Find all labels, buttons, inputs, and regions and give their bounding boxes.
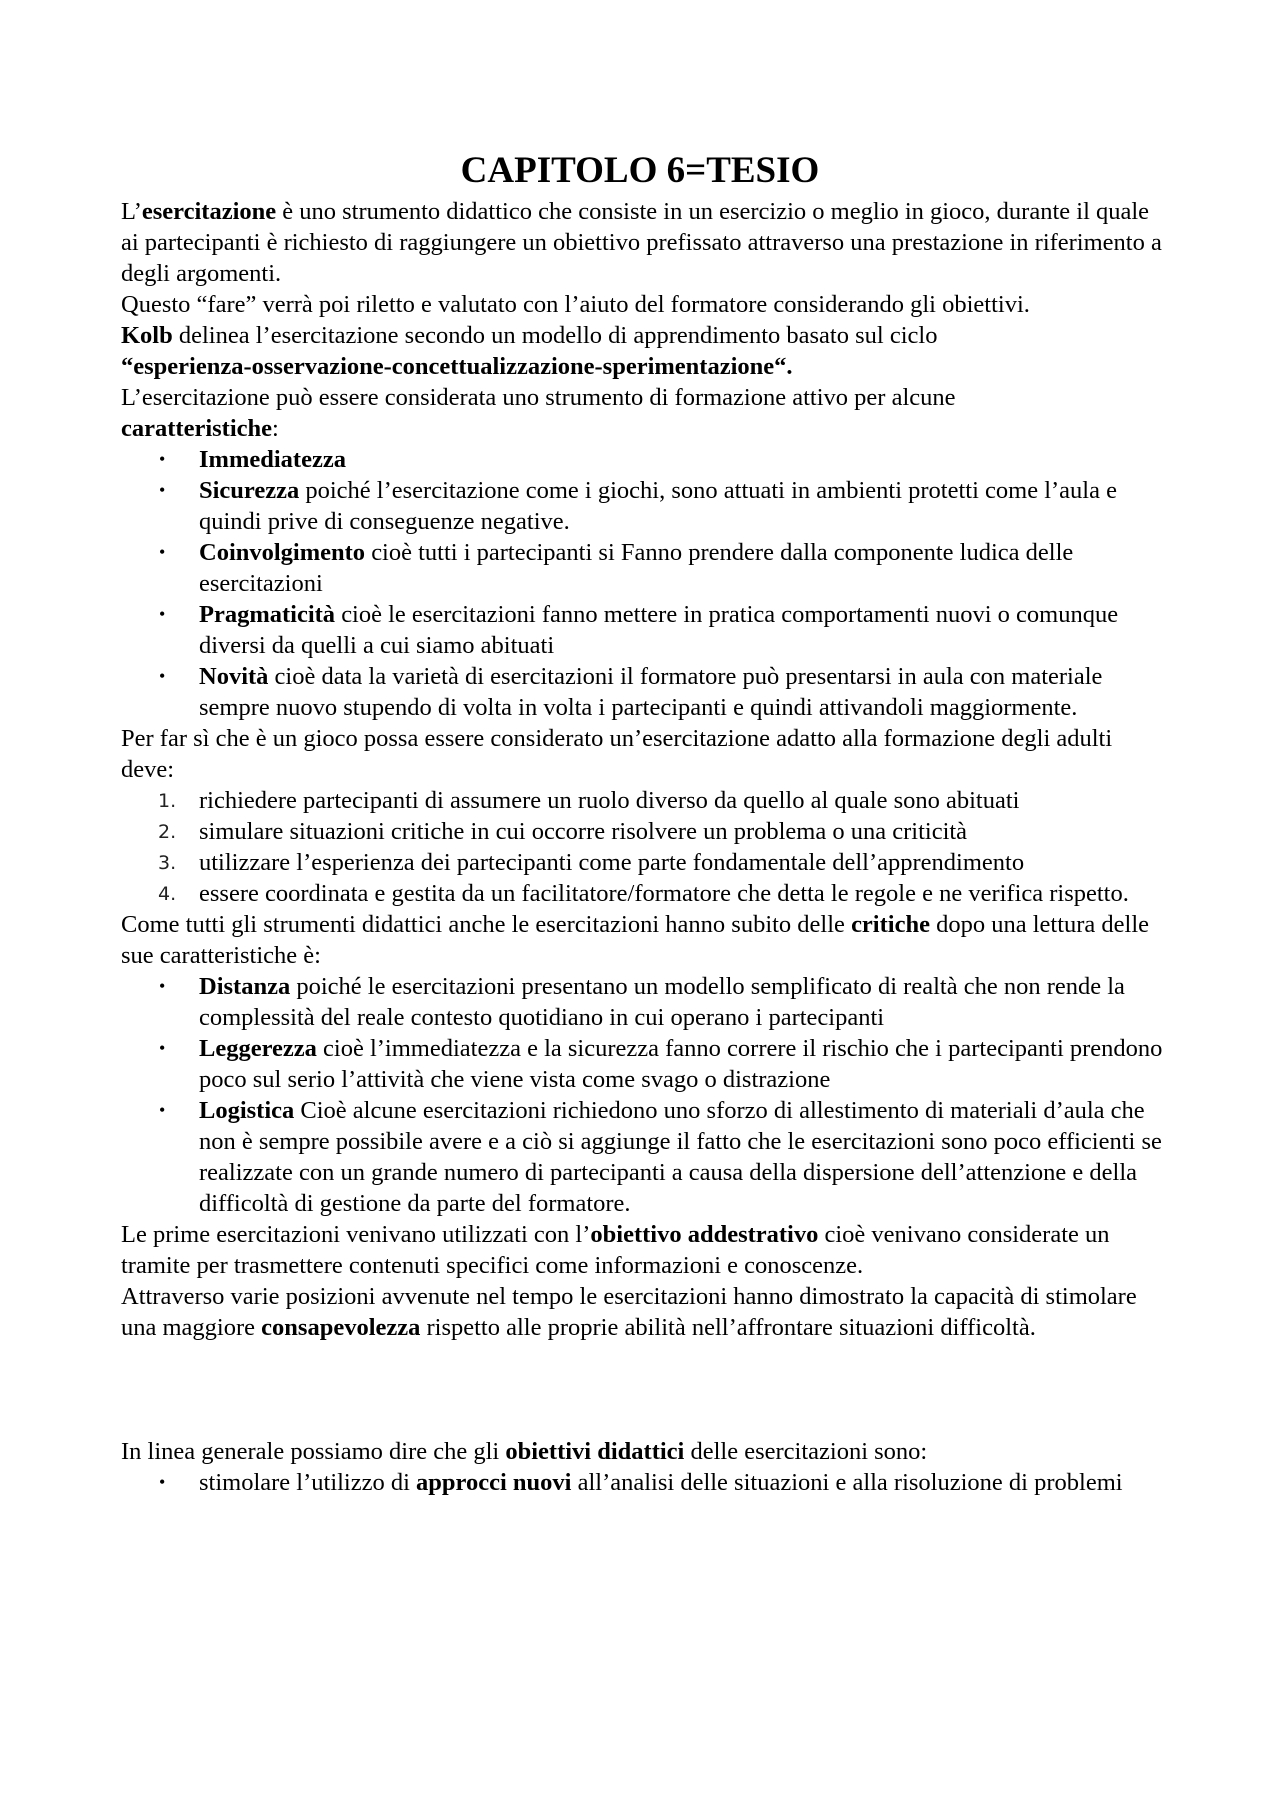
list-item: [121, 661, 1171, 723]
paragraph-fare: Questo “fare” verrà poi riletto e valutato con l’aiuto del formatore considerando gli obiettivi.: [121, 291, 1030, 318]
list-item: [121, 444, 1171, 475]
term-esercitazione: esercitazione: [141, 198, 277, 225]
item-term: Distanza: [199, 973, 291, 1000]
list-item: [121, 475, 1171, 537]
text-run: delinea l’esercitazione secondo un modello di apprendimento basato sul ciclo: [172, 322, 938, 349]
bullet-marker: •: [159, 480, 166, 500]
item-term: Leggerezza: [199, 1035, 317, 1062]
text-run: L’esercitazione può essere considerata uno strumento di formazione attivo per alcune: [121, 384, 956, 411]
paragraph-objectives-intro: [121, 1436, 1171, 1467]
term-kolb: Kolb: [121, 322, 173, 349]
list-number: 3.: [158, 852, 177, 874]
item-term: Logistica: [199, 1097, 295, 1124]
text-run: Come tutti gli strumenti didattici anche le esercitazioni hanno subito delle: [121, 911, 852, 938]
list-item: [121, 1095, 1171, 1219]
list-item: [121, 537, 1171, 599]
item-text: poiché le esercitazioni presentano un modello semplificato di realtà che non rende la complessità del reale contesto quotidiano in cui operano i partecipanti: [199, 973, 1125, 1031]
item-text: cioè l’immediatezza e la sicurezza fanno correre il rischio che i partecipanti prendono poco sul serio l’attività che viene vista come svago o distrazione: [199, 1035, 1163, 1093]
item-term: Pragmaticità: [199, 601, 336, 628]
item-text: poiché l’esercitazione come i giochi, sono attuati in ambienti protetti come l’aula e quindi prive di conseguenze negative.: [199, 477, 1117, 535]
list-item: [121, 971, 1171, 1033]
item-text: richiedere partecipanti di assumere un ruolo diverso da quello al quale sono abituati: [199, 787, 1020, 814]
kolb-cycle: “esperienza-osservazione-concettualizzazione-sperimentazione“.: [121, 353, 793, 380]
item-term: Sicurezza: [199, 477, 300, 504]
text-run: dopo una lettura delle sue caratteristiche è:: [121, 911, 1150, 969]
item-text: utilizzare l’esperienza dei partecipanti come parte fondamentale dell’apprendimento: [199, 849, 1025, 876]
item-text: stimolare l’utilizzo di: [199, 1469, 417, 1496]
list-number: 1.: [158, 790, 177, 812]
list-item: [121, 847, 1171, 878]
item-text: simulare situazioni critiche in cui occorre risolvere un problema o una criticità: [199, 818, 968, 845]
list-item: [121, 1467, 1171, 1498]
item-text: cioè tutti i partecipanti si Fanno prendere dalla componente ludica delle esercitazioni: [199, 539, 1074, 597]
document-body: [121, 196, 1171, 1498]
term-critiche: critiche: [851, 911, 930, 938]
text-run: è uno strumento didattico che consiste in un esercizio o meglio in gioco, durante il quale ai partecipanti è richiesto di raggiungere un obiettivo prefissato attraverso una prestazione in riferimento a degli argomenti.: [121, 198, 1162, 287]
bullet-marker: •: [159, 449, 166, 469]
item-text: cioè le esercitazioni fanno mettere in pratica comportamenti nuovi o comunque diversi da quelli a cui siamo abituati: [199, 601, 1119, 659]
list-number: 4.: [158, 883, 177, 905]
list-item: [121, 878, 1171, 909]
text-run: Attraverso varie posizioni avvenute nel tempo le esercitazioni hanno dimostrato la capacità di stimolare una maggiore: [121, 1283, 1137, 1341]
objectives-list: [121, 1467, 1171, 1498]
item-term: Coinvolgimento: [199, 539, 366, 566]
term-obiettivi-didattici: obiettivi didattici: [505, 1438, 685, 1465]
list-item: [121, 816, 1171, 847]
paragraph-requirements-intro: Per far sì che è un gioco possa essere considerato un’esercitazione adatto alla formazione degli adulti deve:: [121, 725, 1113, 783]
item-text: cioè data la varietà di esercitazioni il formatore può presentarsi in aula con materiale sempre nuovo stupendo di volta in volta i partecipanti e quindi attivandoli maggiormente.: [199, 663, 1103, 721]
bullet-marker: •: [159, 976, 166, 996]
list-item: [121, 1033, 1171, 1095]
bullet-marker: •: [159, 1100, 166, 1120]
requirements-list: [121, 785, 1171, 909]
bullet-marker: •: [159, 1038, 166, 1058]
item-term: Novità: [199, 663, 269, 690]
characteristics-list: [121, 444, 1171, 723]
list-item: [121, 785, 1171, 816]
text-run: cioè venivano considerate un tramite per trasmettere contenuti specifici come informazioni e conoscenze.: [121, 1221, 1110, 1279]
item-text: Cioè alcune esercitazioni richiedono uno sforzo di allestimento di materiali d’aula che non è sempre possibile avere e a ciò si aggiunge il fatto che le esercitazioni sono poco efficienti se realizzate con un grande numero di partecipanti a causa della dispersione dell’attenzione e della difficoltà di gestione da parte del formatore.: [199, 1097, 1162, 1217]
text-run: rispetto alle proprie abilità nell’affrontare situazioni difficoltà.: [420, 1314, 1036, 1341]
paragraph-critiques-intro: [121, 909, 1171, 971]
bullet-marker: •: [159, 604, 166, 624]
item-text: essere coordinata e gestita da un facilitatore/formatore che detta le regole e ne verifica rispetto.: [199, 880, 1129, 907]
term-consapevolezza: consapevolezza: [261, 1314, 421, 1341]
paragraph-history-2: [121, 1281, 1171, 1343]
critiques-list: [121, 971, 1171, 1219]
text-run: L’: [121, 198, 142, 225]
bullet-marker: •: [159, 1472, 166, 1492]
blank-gap: [121, 1343, 1171, 1436]
paragraph-kolb: [121, 320, 1171, 382]
paragraph-characteristics-intro: [121, 382, 1171, 444]
item-term: Immediatezza: [199, 446, 346, 473]
text-run: Le prime esercitazioni venivano utilizzati con l’: [121, 1221, 591, 1248]
bullet-marker: •: [159, 666, 166, 686]
text-run: :: [272, 415, 279, 442]
term-obiettivo-addestrativo: obiettivo addestrativo: [590, 1221, 819, 1248]
term-caratteristiche: caratteristiche: [121, 415, 272, 442]
list-item: [121, 599, 1171, 661]
paragraph-history-1: [121, 1219, 1171, 1281]
text-run: In linea generale possiamo dire che gli: [121, 1438, 506, 1465]
intro-paragraph: [121, 196, 1171, 289]
bullet-marker: •: [159, 542, 166, 562]
page-title: CAPITOLO 6=TESIO: [460, 150, 820, 191]
list-number: 2.: [158, 821, 177, 843]
text-run: delle esercitazioni sono:: [684, 1438, 928, 1465]
term-approcci-nuovi: approcci nuovi: [416, 1469, 572, 1496]
item-text: all’analisi delle situazioni e alla risoluzione di problemi: [571, 1469, 1123, 1496]
